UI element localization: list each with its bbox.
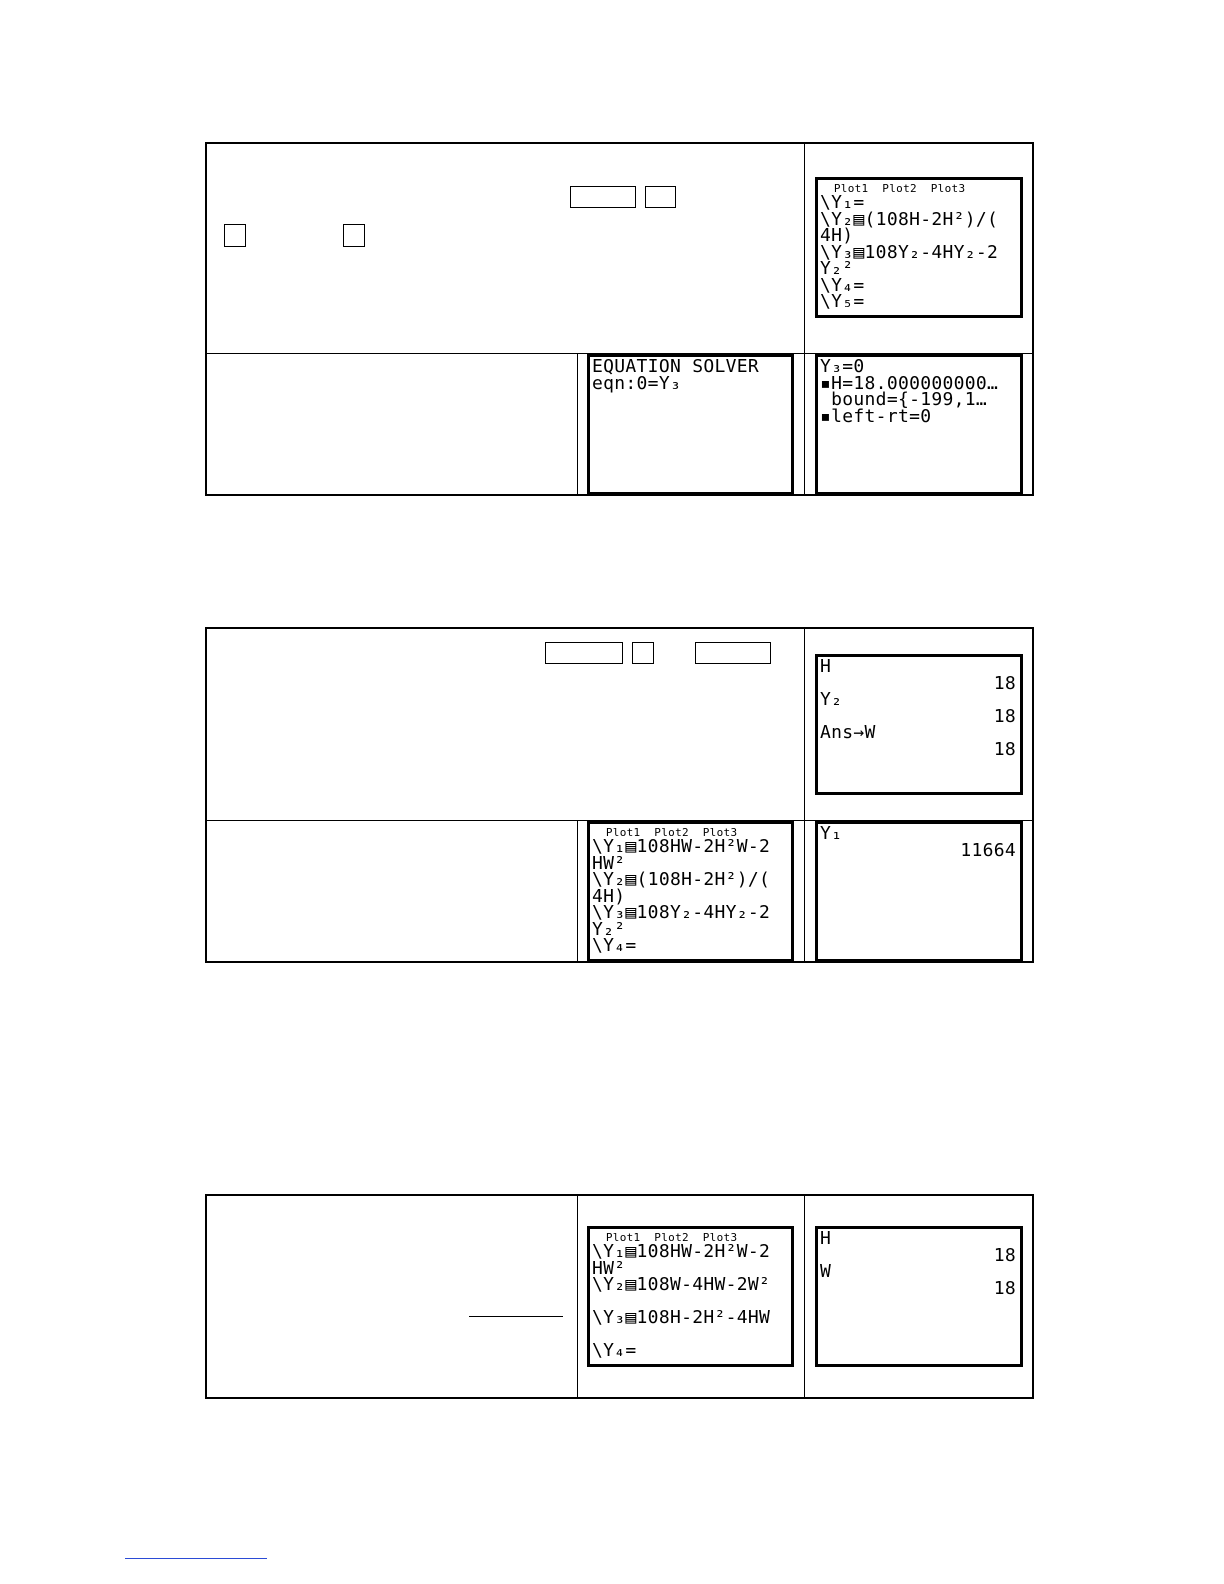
key-box xyxy=(645,186,676,208)
screen-line: \Y₁▤108HW-2H²W-2 xyxy=(592,1241,771,1262)
screen-line: H xyxy=(820,656,832,677)
calculator-screen-y-editor xyxy=(815,177,1023,318)
table-1-divider-right xyxy=(804,143,805,495)
table-3-divider-left xyxy=(577,1195,578,1398)
screen-line: bound={-1⁠99,1… xyxy=(820,389,988,410)
table-2-divider-right xyxy=(804,628,805,962)
calculator-screen-y1-value xyxy=(815,821,1023,962)
screen-line: Y₃=0 xyxy=(820,356,865,377)
screen-line: HW² xyxy=(592,1257,626,1279)
screen-line: ▪left-rt=0 xyxy=(820,405,932,427)
screen-line: 18 xyxy=(993,705,1016,727)
key-box xyxy=(570,186,636,208)
table-2-divider-left xyxy=(577,820,578,962)
screen-line: \Y₄= xyxy=(592,935,637,956)
screen-line: EQUATION SOLVER xyxy=(592,356,760,377)
screen-line: H xyxy=(820,1228,832,1249)
screen-line: 18 xyxy=(993,1277,1016,1299)
screen-line: \Y₄= xyxy=(820,274,865,296)
key-box xyxy=(632,642,654,664)
screen-line: \Y₁= xyxy=(820,192,865,213)
screen-line: \Y₅= xyxy=(820,291,865,312)
screen-line: \Y₂▤(108H-2H²)/( xyxy=(592,869,771,890)
screen-line: 18 xyxy=(993,1244,1016,1266)
calculator-screen-home xyxy=(815,654,1023,795)
screen-line: Y₂² xyxy=(592,918,626,940)
screen-line: 18 xyxy=(993,672,1016,694)
screen-line: \Y₄= xyxy=(592,1340,637,1361)
screen-line: 4H) xyxy=(820,225,854,246)
screen-line: Y₂ xyxy=(820,689,843,710)
calculator-screen-y-editor xyxy=(587,821,794,962)
screen-line: ▪H=18.000000000… xyxy=(820,372,999,394)
screen-line: \Y₃▤108Y₂-4HY₂-2 xyxy=(820,241,999,263)
screen-line: eqn:0=Y₃ xyxy=(592,372,682,394)
screen-line: Plot1 Plot2 Plot3 xyxy=(592,1231,738,1244)
screen-line: W xyxy=(820,1261,832,1282)
screen-line: Plot1 Plot2 Plot3 xyxy=(820,182,966,195)
screen-line: \Y₃▤108H-2H²-4HW xyxy=(592,1307,771,1328)
screen-line: \Y₃▤108Y₂-4HY₂-2 xyxy=(592,902,771,923)
calculator-screen-hw xyxy=(815,1226,1023,1367)
table-3-divider-right xyxy=(804,1195,805,1398)
table-1-divider-left xyxy=(577,353,578,495)
key-box xyxy=(695,642,771,664)
calculator-screen-equation-solver xyxy=(587,354,794,495)
calculator-screen-y-editor xyxy=(587,1226,794,1367)
screen-line: 11664 xyxy=(960,839,1016,861)
screen-line: Plot1 Plot2 Plot3 xyxy=(592,826,738,839)
screen-line: Y₁ xyxy=(820,823,843,844)
screen-line: \Y₂▤(108H-2H²)/( xyxy=(820,208,999,230)
answer-blank xyxy=(469,1316,563,1317)
screen-line: 4H) xyxy=(592,885,626,907)
footnote-link-rule xyxy=(125,1558,267,1559)
key-box xyxy=(545,642,623,664)
key-box xyxy=(224,224,246,247)
screen-line: Y₂² xyxy=(820,258,854,279)
screen-line: HW² xyxy=(592,852,626,874)
screen-line: \Y₁▤108HW-2H²W-2 xyxy=(592,836,771,857)
calculator-screen-solver-result xyxy=(815,354,1023,495)
screen-line: Ans→W xyxy=(820,722,876,743)
key-box xyxy=(343,224,365,247)
screen-line: \Y₂▤108W-4HW-2W² xyxy=(592,1274,771,1295)
screen-line: 18 xyxy=(993,738,1016,760)
